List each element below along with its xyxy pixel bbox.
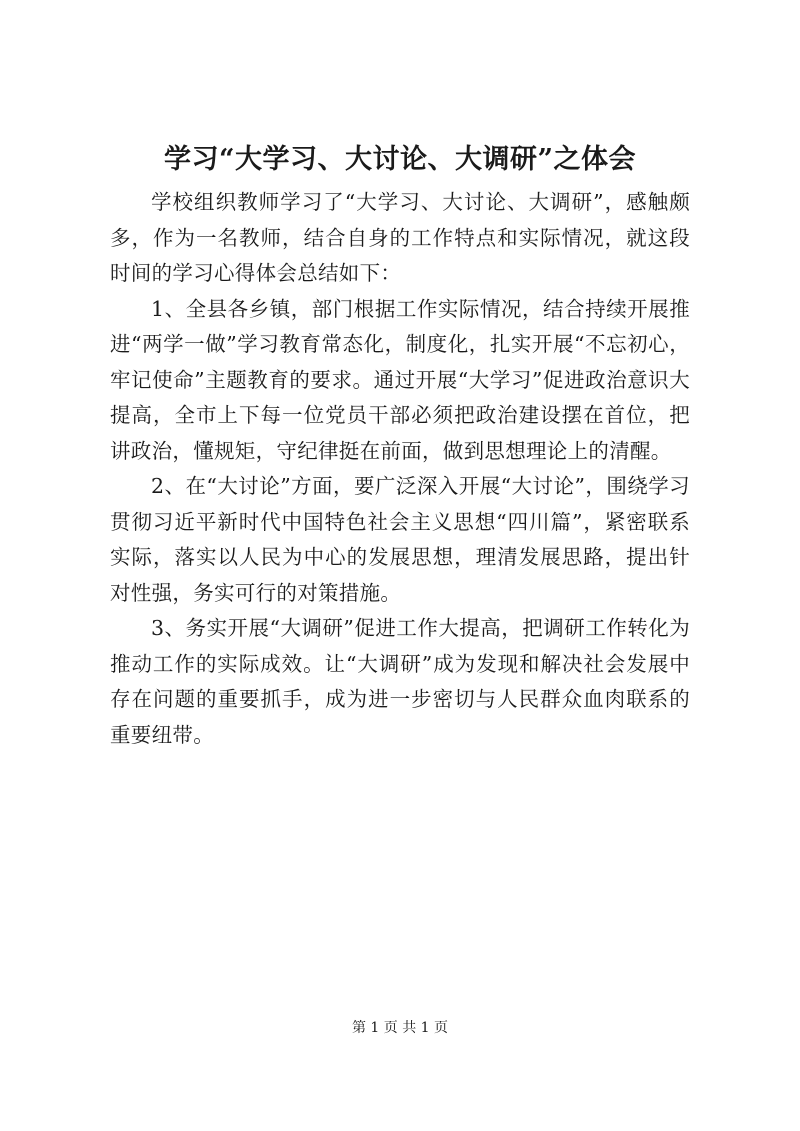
paragraph-intro: 学校组织教师学习了“大学习、大讨论、大调研”，感触颇多，作为一名教师，结合自身的工作特点和实际情况，就这段时间的学习心得体会总结如下： [110,190,690,285]
page-number-footer: 第 1 页 共 1 页 [351,1020,449,1036]
document-body [110,185,690,753]
paragraph-point-1: 1、全县各乡镇，部门根据工作实际情况，结合持续开展推进“两学一做”学习教育常态化，制度化，扎实开展“不忘初心，牢记使命”主题教育的要求。通过开展“大学习”促进政治意识大提高，全市上下每一位党员干部必须把政治建设摆在首位，把讲政治，懂规矩，守纪律挺在前面，做到思想理论上的清醒。 [110,296,690,463]
paragraph-point-3: 3、务实开展“大调研”促进工作大提高，把调研工作转化为推动工作的实际成效。让“大调研”成为发现和解决社会发展中存在问题的重要抓手，成为进一步密切与人民群众血肉联系的重要纽带。 [110,616,690,747]
document-title: 学习“大学习、大讨论、大调研”之体会 [163,144,637,175]
paragraph-point-2: 2、在“大讨论”方面，要广泛深入开展“大讨论”，围绕学习贯彻习近平新时代中国特色社会主义思想“四川篇”，紧密联系实际，落实以人民为中心的发展思想，理清发展思路，提出针对性强，务实可行的对策措施。 [110,474,690,605]
